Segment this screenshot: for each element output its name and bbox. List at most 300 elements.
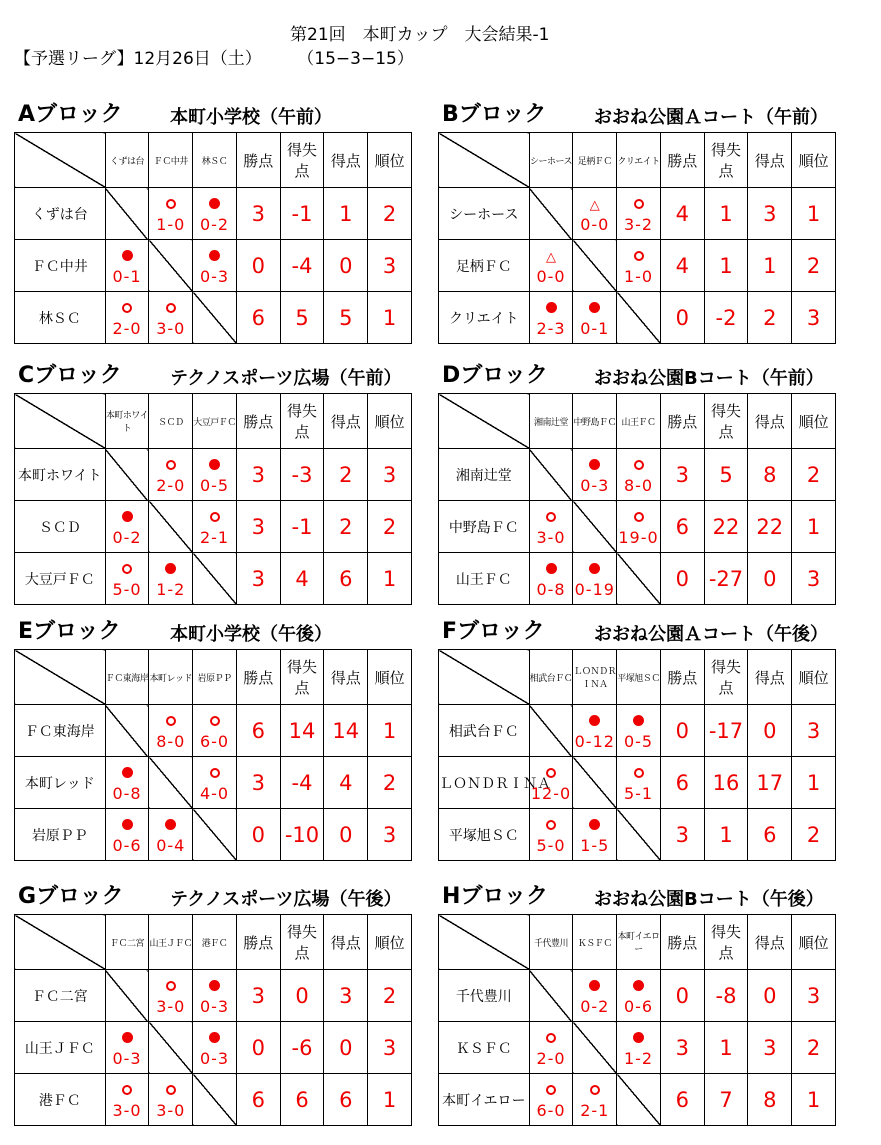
goal-diff-value: -4	[280, 757, 324, 809]
goals-value: 3	[324, 970, 368, 1022]
table-row	[15, 809, 412, 861]
table-row	[439, 501, 836, 553]
goal-diff-value: -3	[280, 449, 324, 501]
result-symbol	[149, 975, 192, 997]
self-match-cell	[529, 705, 573, 757]
block-venue: おおね公園Bコート（午前）	[594, 368, 824, 389]
match-result-cell	[105, 501, 149, 553]
self-match-cell	[617, 1074, 661, 1126]
self-match-cell	[149, 757, 193, 809]
goal-diff-value: 5	[704, 449, 748, 501]
match-score: 0-4	[156, 835, 186, 855]
rank-value: 3	[368, 240, 412, 292]
rank-value: 1	[368, 1074, 412, 1126]
match-score: 8-0	[623, 475, 654, 495]
match-score: 2-1	[199, 527, 230, 547]
team-name: シーホース	[439, 188, 530, 240]
win-circle-icon	[546, 1085, 556, 1095]
goals-value: 0	[748, 970, 792, 1022]
win-circle-icon	[210, 716, 220, 726]
match-result-cell	[105, 553, 149, 605]
goal-diff-value: -17	[704, 705, 748, 757]
team-name: 本町イエロー	[439, 1074, 530, 1126]
match-result-cell	[573, 553, 617, 605]
corner-cell	[15, 915, 106, 970]
result-symbol	[193, 975, 236, 997]
block-venue: テクノスポーツ広場（午前）	[170, 368, 402, 389]
match-result-cell	[193, 757, 237, 809]
match-result-cell	[193, 970, 237, 1022]
points-value: 6	[236, 1074, 280, 1126]
self-match-cell	[529, 449, 573, 501]
team-name: ＳＣＤ	[15, 501, 106, 553]
match-score: 19-0	[618, 527, 659, 547]
block-a	[14, 104, 438, 344]
match-score: 0-1	[580, 318, 610, 338]
stat-column-header: 順位	[368, 915, 412, 970]
table-row	[439, 809, 836, 861]
table-row	[439, 1074, 836, 1126]
match-score: 0-8	[536, 579, 566, 599]
self-match-cell	[149, 240, 193, 292]
match-score: 3-0	[156, 318, 186, 338]
match-result-cell	[529, 809, 573, 861]
stat-column-header: 勝点	[236, 133, 280, 188]
win-circle-icon	[166, 199, 176, 209]
loss-dot-icon	[589, 459, 600, 470]
match-result-cell	[573, 705, 617, 757]
stat-column-header: 順位	[792, 394, 836, 449]
loss-dot-icon	[589, 563, 600, 574]
result-symbol	[149, 297, 192, 319]
team-name: 大豆戸ＦＣ	[15, 553, 106, 605]
match-score: 12-0	[530, 783, 572, 803]
stat-column-header: 得失点	[280, 915, 324, 970]
goal-diff-value: 16	[704, 757, 748, 809]
loss-dot-icon	[589, 819, 600, 830]
goals-value: 1	[748, 240, 792, 292]
table-row	[439, 449, 836, 501]
match-score: 3-0	[112, 1100, 142, 1120]
stat-column-header: 勝点	[660, 650, 704, 705]
points-value: 0	[236, 240, 280, 292]
table-row	[439, 240, 836, 292]
match-score: 1-5	[580, 835, 610, 855]
goals-value: 8	[748, 1074, 792, 1126]
rank-value: 2	[792, 1022, 836, 1074]
team-name: 山王ＦＣ	[439, 553, 530, 605]
block-venue: おおね公園Ａコート（午後）	[594, 624, 828, 645]
win-circle-icon	[166, 303, 176, 313]
points-value: 0	[236, 1022, 280, 1074]
corner-cell	[439, 650, 530, 705]
opponent-column-header: ＦＣ中井	[149, 133, 193, 188]
stat-column-header: 得失点	[280, 133, 324, 188]
result-symbol	[530, 1027, 573, 1049]
match-result-cell	[529, 757, 573, 809]
opponent-column-header: ＦＣ東海岸	[105, 650, 149, 705]
result-symbol	[573, 297, 616, 319]
match-score: 0-0	[580, 214, 610, 234]
goals-value: 3	[748, 1022, 792, 1074]
result-symbol	[617, 975, 660, 997]
team-name: 山王ＪＦＣ	[15, 1022, 106, 1074]
match-result-cell	[193, 449, 237, 501]
match-score: 0-6	[623, 996, 654, 1016]
win-circle-icon	[122, 1085, 132, 1095]
goals-value: 4	[324, 757, 368, 809]
block-header	[438, 365, 862, 393]
points-value: 3	[660, 809, 704, 861]
opponent-column-header: シーホース	[529, 133, 573, 188]
points-value: 3	[236, 757, 280, 809]
goals-value: 0	[748, 553, 792, 605]
match-score: 3-0	[156, 996, 186, 1016]
match-score: 0-5	[199, 475, 230, 495]
standings-table	[438, 649, 836, 861]
block-name: Bブロック	[442, 102, 547, 127]
self-match-cell	[149, 1022, 193, 1074]
block-e	[14, 621, 438, 861]
points-value: 6	[660, 1074, 704, 1126]
stat-column-header: 得点	[748, 915, 792, 970]
standings-table	[14, 132, 412, 344]
block-name: Cブロック	[18, 363, 122, 388]
corner-cell	[439, 394, 530, 449]
stat-column-header: 勝点	[660, 394, 704, 449]
stat-column-header: 得失点	[280, 650, 324, 705]
match-score: 0-3	[112, 1048, 142, 1068]
match-score: 0-6	[112, 835, 142, 855]
result-symbol	[530, 297, 573, 319]
table-row	[15, 705, 412, 757]
block-h	[438, 886, 862, 1126]
table-row	[15, 188, 412, 240]
win-circle-icon	[166, 1085, 176, 1095]
table-row	[439, 757, 836, 809]
self-match-cell	[105, 705, 149, 757]
opponent-column-header: 相武台ＦＣ	[529, 650, 573, 705]
result-symbol	[573, 1079, 616, 1101]
team-name: 本町レッド	[15, 757, 106, 809]
win-circle-icon	[166, 716, 176, 726]
match-result-cell	[573, 1074, 617, 1126]
result-symbol	[193, 454, 236, 476]
win-circle-icon	[122, 564, 132, 574]
points-value: 3	[236, 553, 280, 605]
result-symbol	[149, 710, 192, 732]
opponent-column-header: 林ＳＣ	[193, 133, 237, 188]
standings-table	[438, 393, 836, 605]
loss-dot-icon	[209, 459, 220, 470]
loss-dot-icon	[633, 715, 644, 726]
loss-dot-icon	[589, 302, 600, 313]
corner-cell	[15, 650, 106, 705]
self-match-cell	[529, 970, 573, 1022]
table-header-row	[15, 650, 412, 705]
points-value: 4	[660, 240, 704, 292]
self-match-cell	[573, 240, 617, 292]
block-venue: おおね公園Bコート（午後）	[594, 889, 824, 910]
block-header	[14, 886, 438, 914]
loss-dot-icon	[122, 767, 133, 778]
stat-column-header: 得点	[324, 133, 368, 188]
win-circle-icon	[546, 820, 556, 830]
result-symbol	[149, 558, 192, 580]
table-row	[439, 1022, 836, 1074]
match-result-cell	[149, 1074, 193, 1126]
self-match-cell	[105, 188, 149, 240]
goal-diff-value: -4	[280, 240, 324, 292]
win-circle-icon	[546, 768, 556, 778]
block-d	[438, 365, 862, 605]
self-match-cell	[193, 553, 237, 605]
rank-value: 2	[792, 449, 836, 501]
table-header-row	[15, 133, 412, 188]
table-row	[15, 501, 412, 553]
match-score: 1-2	[156, 579, 186, 599]
result-symbol	[573, 193, 616, 215]
match-result-cell	[149, 553, 193, 605]
win-circle-icon	[634, 512, 644, 522]
match-result-cell	[149, 705, 193, 757]
table-row	[439, 705, 836, 757]
loss-dot-icon	[589, 715, 600, 726]
stat-column-header: 順位	[368, 133, 412, 188]
corner-cell	[439, 133, 530, 188]
team-name: 平塚旭ＳＣ	[439, 809, 530, 861]
rank-value: 3	[792, 553, 836, 605]
league-date-label: 【予選リーグ】12月26日（土）	[14, 49, 262, 69]
loss-dot-icon	[165, 563, 176, 574]
goals-value: 8	[748, 449, 792, 501]
table-row	[439, 553, 836, 605]
goal-diff-value: 0	[280, 970, 324, 1022]
goals-value: 2	[324, 449, 368, 501]
match-score: 0-19	[574, 579, 615, 599]
goals-value: 2	[324, 501, 368, 553]
loss-dot-icon	[209, 198, 220, 209]
result-symbol	[530, 1079, 573, 1101]
stat-column-header: 得失点	[704, 133, 748, 188]
match-result-cell	[573, 449, 617, 501]
self-match-cell	[529, 188, 573, 240]
team-name: くずは台	[15, 188, 106, 240]
opponent-column-header: 山王ＦＣ	[617, 394, 661, 449]
result-symbol	[106, 814, 149, 836]
opponent-column-header: 本町ホワイト	[105, 394, 149, 449]
win-circle-icon	[122, 303, 132, 313]
opponent-column-header: 岩原ＰＰ	[193, 650, 237, 705]
block-venue: 本町小学校（午前）	[170, 107, 332, 128]
match-score: 0-2	[580, 996, 610, 1016]
match-result-cell	[617, 1022, 661, 1074]
win-circle-icon	[210, 512, 220, 522]
team-name: 岩原ＰＰ	[15, 809, 106, 861]
stat-column-header: 順位	[792, 650, 836, 705]
team-name: ＫＳＦＣ	[439, 1022, 530, 1074]
standings-table	[14, 649, 412, 861]
match-score: 2-0	[112, 318, 142, 338]
stat-column-header: 得点	[748, 133, 792, 188]
goal-diff-value: 7	[704, 1074, 748, 1126]
result-symbol	[617, 245, 660, 267]
points-value: 0	[236, 809, 280, 861]
self-match-cell	[617, 292, 661, 344]
match-result-cell	[193, 240, 237, 292]
match-result-cell	[573, 809, 617, 861]
match-score: 6-0	[536, 1100, 566, 1120]
self-match-cell	[573, 1022, 617, 1074]
result-symbol	[617, 762, 660, 784]
rank-value: 1	[368, 292, 412, 344]
opponent-column-header: 中野島ＦＣ	[573, 394, 617, 449]
self-match-cell	[617, 809, 661, 861]
standings-table	[14, 393, 412, 605]
loss-dot-icon	[122, 511, 133, 522]
goals-value: 6	[324, 553, 368, 605]
result-symbol	[573, 975, 616, 997]
self-match-cell	[573, 757, 617, 809]
stat-column-header: 得点	[748, 394, 792, 449]
match-result-cell	[149, 449, 193, 501]
goal-diff-value: -10	[280, 809, 324, 861]
goal-diff-value: 6	[280, 1074, 324, 1126]
result-symbol	[106, 245, 149, 267]
match-result-cell	[529, 553, 573, 605]
goal-diff-value: 1	[704, 188, 748, 240]
table-row	[15, 553, 412, 605]
goal-diff-value: 1	[704, 240, 748, 292]
page-title: 第21回 本町カップ 大会結果-1	[290, 25, 550, 45]
opponent-column-header: 港ＦＣ	[193, 915, 237, 970]
loss-dot-icon	[122, 819, 133, 830]
rank-value: 2	[368, 501, 412, 553]
points-value: 0	[660, 292, 704, 344]
stat-column-header: 順位	[792, 133, 836, 188]
points-value: 3	[236, 188, 280, 240]
match-result-cell	[193, 1022, 237, 1074]
goal-diff-value: -6	[280, 1022, 324, 1074]
opponent-column-header: 本町イエロー	[617, 915, 661, 970]
opponent-column-header: くずは台	[105, 133, 149, 188]
rank-value: 3	[792, 970, 836, 1022]
match-result-cell	[617, 757, 661, 809]
match-score: 0-2	[112, 527, 142, 547]
block-header	[14, 104, 438, 132]
goals-value: 0	[324, 809, 368, 861]
rank-value: 3	[792, 292, 836, 344]
match-score: 8-0	[156, 731, 186, 751]
opponent-column-header: クリエイト	[617, 133, 661, 188]
team-name: ＦＣ中井	[15, 240, 106, 292]
block-name: Dブロック	[442, 363, 548, 388]
result-symbol	[617, 1027, 660, 1049]
goals-value: 5	[324, 292, 368, 344]
match-result-cell	[617, 188, 661, 240]
table-header-row	[15, 394, 412, 449]
result-symbol	[193, 710, 236, 732]
table-header-row	[439, 915, 836, 970]
score-format-note: （15−3−15）	[305, 49, 414, 69]
rank-value: 1	[792, 188, 836, 240]
self-match-cell	[617, 553, 661, 605]
stat-column-header: 得点	[748, 650, 792, 705]
table-row	[15, 240, 412, 292]
result-symbol	[149, 814, 192, 836]
block-f	[438, 621, 862, 861]
stat-column-header: 得失点	[704, 915, 748, 970]
loss-dot-icon	[122, 250, 133, 261]
goal-diff-value: -1	[280, 188, 324, 240]
win-circle-icon	[634, 768, 644, 778]
result-symbol	[106, 1079, 149, 1101]
match-result-cell	[105, 757, 149, 809]
match-result-cell	[105, 292, 149, 344]
match-score: 6-0	[199, 731, 230, 751]
self-match-cell	[573, 501, 617, 553]
block-b	[438, 104, 862, 344]
result-symbol	[193, 1027, 236, 1049]
goal-diff-value: 5	[280, 292, 324, 344]
goals-value: 22	[748, 501, 792, 553]
table-row	[439, 292, 836, 344]
stat-column-header: 順位	[792, 915, 836, 970]
result-symbol	[149, 1079, 192, 1101]
loss-dot-icon	[209, 1032, 220, 1043]
match-score: 0-5	[623, 731, 654, 751]
table-header-row	[439, 394, 836, 449]
stat-column-header: 順位	[368, 650, 412, 705]
result-symbol	[193, 245, 236, 267]
goals-value: 6	[748, 809, 792, 861]
loss-dot-icon	[209, 250, 220, 261]
win-circle-icon	[546, 1033, 556, 1043]
goal-diff-value: 22	[704, 501, 748, 553]
block-c	[14, 365, 438, 605]
table-row	[439, 188, 836, 240]
opponent-column-header: 千代豊川	[529, 915, 573, 970]
match-score: 0-0	[536, 266, 566, 286]
page-subtitle	[14, 44, 414, 69]
block-name: Aブロック	[18, 102, 123, 127]
points-value: 6	[236, 705, 280, 757]
rank-value: 3	[368, 449, 412, 501]
points-value: 6	[660, 757, 704, 809]
match-result-cell	[149, 292, 193, 344]
match-score: 2-1	[580, 1100, 610, 1120]
team-name: ＦＣ二宮	[15, 970, 106, 1022]
result-symbol	[617, 506, 660, 528]
match-score: 3-2	[623, 214, 654, 234]
match-result-cell	[617, 240, 661, 292]
match-result-cell	[573, 188, 617, 240]
match-score: 5-0	[112, 579, 142, 599]
result-symbol	[193, 762, 236, 784]
result-symbol	[573, 454, 616, 476]
opponent-column-header: 足柄ＦＣ	[573, 133, 617, 188]
goal-diff-value: 1	[704, 809, 748, 861]
team-name: 本町ホワイト	[15, 449, 106, 501]
goals-value: 0	[324, 240, 368, 292]
loss-dot-icon	[546, 563, 557, 574]
loss-dot-icon	[633, 1032, 644, 1043]
goals-value: 0	[324, 1022, 368, 1074]
team-name: ＦＣ東海岸	[15, 705, 106, 757]
match-result-cell	[105, 1074, 149, 1126]
win-circle-icon	[634, 251, 644, 261]
stat-column-header: 勝点	[660, 133, 704, 188]
